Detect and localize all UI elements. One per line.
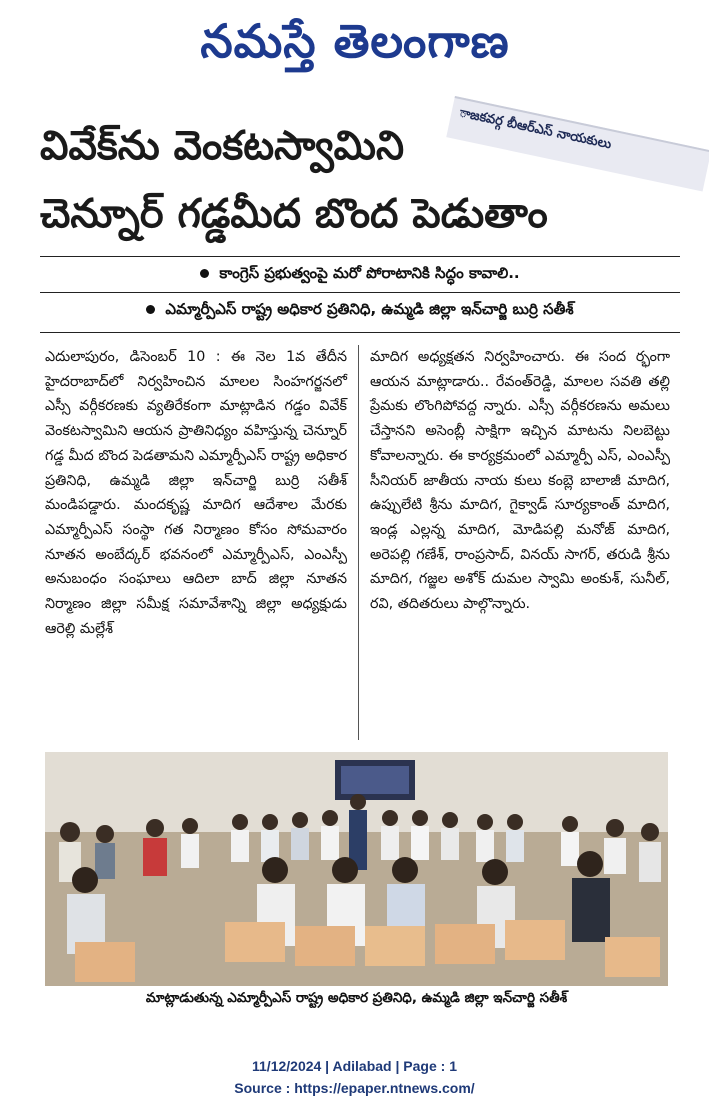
headline-line-1: వివేక్‌ను వెంకటస్వామిని — [40, 123, 405, 169]
meeting-photo — [45, 752, 668, 986]
article-column-left: ఎదులాపురం, డిసెంబర్ 10 : ఈ నెల 1వ తేదీన హైదరాబాద్‌లో నిర్వహించిన మాలల సింహగర్జనలో ఎస్సీ వర్గీకరణకు వ్యతిరేకంగా మాట్లాడిన గడ్డం వివేక్ వెంకటస్వామిని ఆయన ప్రాతినిధ్యం వహిస్తున్న చెన్నూర్ గడ్డ మీద బొంద పెడతామని ఎమ్మార్పీఎస్ రాష్ట్ర అధికార ప్రతినిధి, ఉమ్మడి జిల్లా ఇన్‌చార్జి బుర్రి సతీశ్ మండిపడ్డారు. మందకృష్ణ మాదిగ ఆదేశాల మేరకు ఎమ్మార్పీఎస్ సంస్థా గత నిర్మాణం కోసం సోమవారం నూతన అంబేద్కర్ భవనంలో ఎమ్మార్పీఎస్, ఎంఎస్పీ అనుబంధం సంఘాలు ఆదిలా బాద్ జిల్లా నూతన నిర్మాణం జిల్లా సమీక్ష సమావేశాన్ని జిల్లా అధ్యక్షుడు ఆరెల్లి మల్లేశ్ — [45, 349, 347, 637]
subheading-2-text: ఎమ్మార్పీఎస్ రాష్ట్ర అధికార ప్రతినిధి, ఉమ్మడి జిల్లా ఇన్‌చార్జి బుర్రి సతీశ్ — [165, 300, 574, 318]
column-divider — [358, 345, 359, 740]
subheading-1-text: కాంగ్రెస్ ప్రభుత్వంపై మరో పోరాటానికి సిద్ధం కావాలి.. — [219, 264, 520, 282]
subheading-1 — [40, 256, 680, 294]
newspaper-masthead — [150, 6, 560, 76]
side-tag-text: ాజకవర్గ బీఆర్ఎస్ నాయకులు — [458, 105, 613, 153]
footer-date-edition: 11/12/2024 | Adilabad | Page : 1 — [252, 1058, 457, 1074]
subheading-2 — [40, 292, 680, 333]
photo-caption: మాట్లాడుతున్న ఎమ్మార్పీఎస్ రాష్ట్ర అధికార ప్రతినిధి, ఉమ్మడి జిల్లా ఇన్‌చార్జి సతీశ్ — [145, 990, 568, 1006]
bullet-icon — [200, 269, 209, 278]
article-column-right: మాదిగ అధ్యక్షతన నిర్వహించారు. ఈ సంద ర్భంగా ఆయన మాట్లాడారు.. రేవంత్‌రెడ్డి, మాలల సవతి తల్లి ప్రేమకు లొంగిపోవద్ద న్నారు. ఎస్సీ వర్గీకరణను అమలు చేస్తానని అసెంబ్లీ సాక్షిగా ఇచ్చిన మాటను నిలబెట్టు కోవాలన్నారు. ఈ కార్యక్రమంలో ఎమ్మార్పీ ఎస్, ఎంఎస్పీ సీనియర్ జాతీయ నాయ కులు కంబ్లె బాలాజీ మాదిగ, ఉప్పులేటి శ్రీను మాదిగ, గైక్వాడ్ సూర్యకాంత్ మాదిగ, ఇండ్ల ఎల్లన్న మాదిగ, మోడిపల్లి మనోజ్ మాదిగ, అరెపల్లి గణేశ్, రాంప్రసాద్, వినయ్ సాగర్, తరుడి శ్రీను మాదిగ, గజ్జల అశోక్ దుమల స్వామి అంకుశ్, సునీల్, రవి, తదితరులు పాల్గొన్నారు. — [370, 349, 670, 613]
masthead-title: నమస్తే తెలంగాణ — [200, 14, 510, 68]
headline-line-2: చెన్నూర్ గడ్డమీద బొంద పెడుతాం — [40, 191, 548, 237]
meeting-photo-illustration — [45, 752, 668, 986]
footer-source: Source : https://epaper.ntnews.com/ — [234, 1080, 475, 1096]
bullet-icon — [146, 305, 155, 314]
